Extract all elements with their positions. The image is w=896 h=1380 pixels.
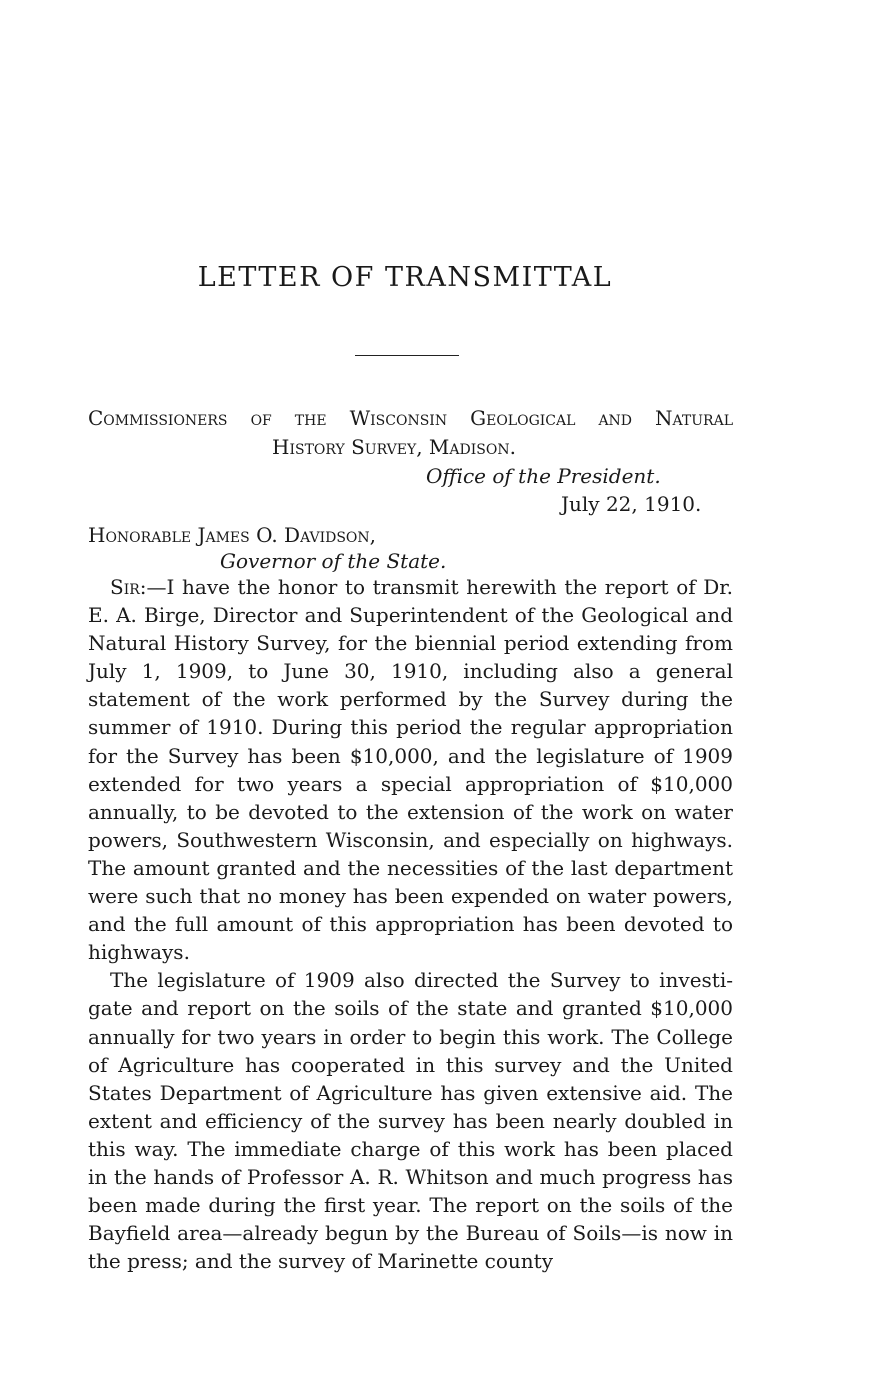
salutation: Sir: [110, 575, 147, 599]
letter-body [88, 573, 733, 1275]
title-divider [355, 355, 459, 356]
paragraph-1-text: —I have the honor to transmit herewith the report of Dr. E. A. Birge, Director and Superintendent of the Geological and Natural History Survey, for the biennial period extending from July 1, 1909, to June 30, 1910, including also a general statement of the work performed by the Survey during the summer of 1910. During this period the regular appropriation for the Survey has been $10,000, and the legislature of 1909 extended for two years a special appropriation of $10,000 annually, to be devoted to the extension of the work on water powers, Southwestern Wisconsin, and especially on highways. The amount granted and the necessities of the last department were such that no money has been expended on water powers, and the full amount of this appropriation has been devoted to highways. [88, 575, 733, 965]
office-line: Office of the President. [426, 464, 661, 488]
paragraph-1 [88, 573, 733, 966]
survey-line: History Survey, Madison. [272, 435, 516, 459]
addressee-name: Honorable James O. Davidson, [88, 523, 377, 547]
commissioners-line: Commissioners of the Wisconsin Geological and Natural [88, 406, 733, 430]
paragraph-2: The legislature of 1909 also directed the Survey to investigate and report on the soils of the state and granted $10,000 annually for two years in order to begin this work. The College of Agriculture has cooperated in this survey and the United States Department of Agriculture has given extensive aid. The extent and efficiency of the survey has been nearly doubled in this way. The immediate charge of this work has been placed in the hands of Professor A. R. Whitson and much progress has been made during the first year. The report on the soils of the Bayfield area—already begun by the Bureau of Soils—is now in the press; and the survey of Marinette county [88, 968, 733, 1274]
page-title: LETTER OF TRANSMITTAL [197, 262, 613, 293]
letter-date: July 22, 1910. [561, 492, 702, 516]
addressee-title: Governor of the State. [220, 549, 447, 573]
